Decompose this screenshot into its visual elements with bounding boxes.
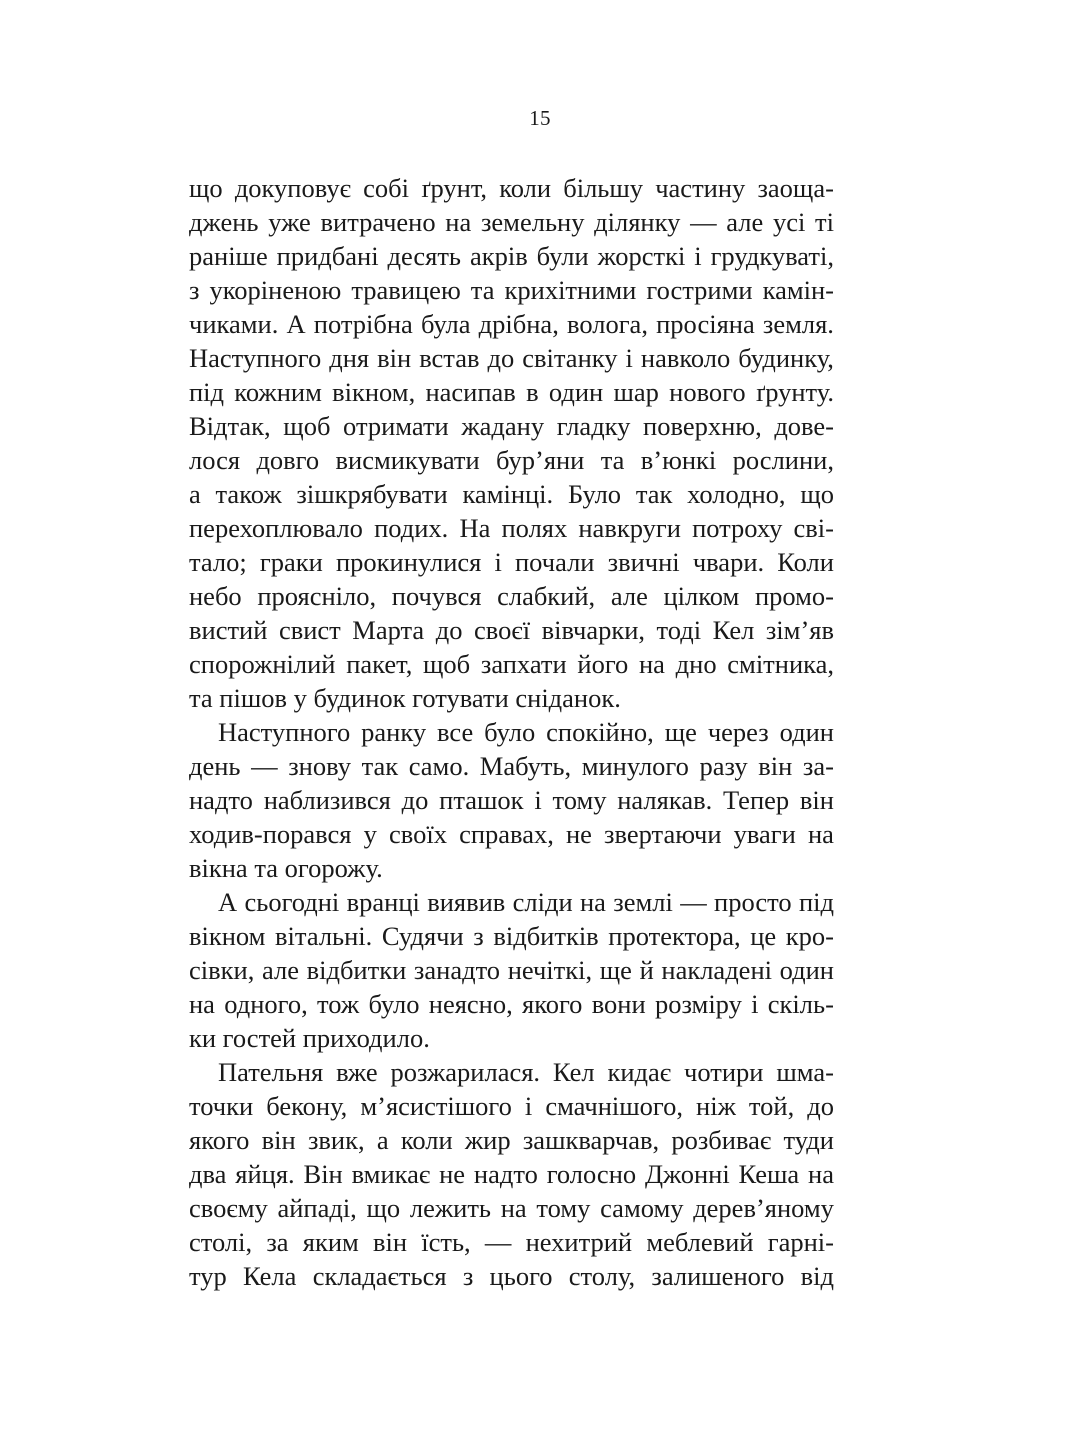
word: укоріненою [209, 275, 342, 305]
word: чотири [684, 1057, 764, 1087]
word: Кеша [738, 1159, 800, 1189]
word: Пательня [218, 1057, 324, 1087]
word: граки [259, 547, 323, 577]
text-line [189, 511, 834, 545]
word: один [548, 377, 604, 407]
word: і [534, 785, 542, 815]
word: собі [363, 173, 410, 203]
word: промо- [754, 581, 834, 611]
word: грудкуваті, [710, 241, 834, 271]
word: під [189, 377, 225, 407]
word: своєї [473, 615, 531, 645]
text-line [189, 409, 834, 443]
word: висмикувати [335, 445, 480, 475]
text-line [189, 1123, 834, 1157]
word: ті [815, 207, 834, 237]
word: минулого [581, 751, 689, 781]
word: а [376, 1125, 389, 1155]
word: все [437, 717, 474, 747]
word: камін- [762, 275, 834, 305]
word: від [800, 1261, 834, 1291]
text-line [189, 1191, 834, 1225]
text-line [189, 1089, 834, 1123]
word: цілком [663, 581, 740, 611]
word: на [189, 989, 215, 1019]
word: його [577, 649, 629, 679]
word: бур’яни [496, 445, 585, 475]
word: ґрунт, [421, 173, 488, 203]
text-line [189, 715, 834, 749]
word: на [445, 207, 472, 237]
word: ніж [696, 1091, 736, 1121]
word: точки [189, 1091, 254, 1121]
word: А [286, 309, 306, 339]
word: на [808, 1159, 834, 1189]
word: — [251, 751, 278, 781]
word: було [368, 989, 420, 1019]
word: гарні- [767, 1227, 834, 1257]
word: почали [515, 547, 595, 577]
word: Відтак, [189, 411, 271, 441]
word: насипав [425, 377, 516, 407]
word: Марта [352, 615, 425, 645]
word: акрів [469, 241, 528, 271]
word: виявив [427, 887, 506, 917]
text-line [189, 477, 834, 511]
word: сліди [512, 887, 573, 917]
word: смітника, [727, 649, 834, 679]
word: він [799, 785, 834, 815]
word: навкруги [578, 513, 681, 543]
word: вівчарки, [541, 615, 646, 645]
word: з [462, 1261, 474, 1291]
word: будинку, [738, 343, 834, 373]
word: почувся [391, 581, 482, 611]
word: ґрунту. [755, 377, 834, 407]
word: смачнішого, [545, 1091, 683, 1121]
text-line [189, 171, 834, 205]
word: Наступного [218, 717, 351, 747]
word: земля. [762, 309, 834, 339]
text-line: вікна та огорожу. [189, 853, 383, 883]
word: Джонні [644, 1159, 730, 1189]
text-line [189, 239, 834, 273]
word: справах, [459, 819, 554, 849]
word: занадто [413, 955, 501, 985]
text-line [189, 613, 834, 647]
word: щоб [423, 649, 471, 679]
word: день [189, 751, 241, 781]
word: докуповує [234, 173, 351, 203]
word: спорожнілий [189, 649, 336, 679]
word: тало; [189, 547, 247, 577]
word: травицею [351, 275, 461, 305]
text-line [189, 953, 834, 987]
word: айпаді, [277, 1193, 357, 1223]
word: зашкварчав, [522, 1125, 660, 1155]
word: в [526, 377, 539, 407]
word: знову [288, 751, 351, 781]
word: потроху [692, 513, 783, 543]
body-text-block [189, 171, 834, 1293]
word: сівки, [189, 955, 255, 985]
word: Кел [712, 615, 755, 645]
word: перехоплювало [189, 513, 363, 543]
word: Коли [777, 547, 834, 577]
word: кидає [607, 1057, 672, 1087]
word: уваги [733, 819, 796, 849]
word: були [536, 241, 589, 271]
word: світанку [522, 343, 618, 373]
word: лося [189, 445, 241, 475]
word: у [363, 819, 377, 849]
word: дрібна, [478, 309, 559, 339]
word: десять [387, 241, 462, 271]
word: і [494, 547, 502, 577]
word: — [680, 887, 707, 917]
word: просто [714, 887, 792, 917]
word: цього [489, 1261, 553, 1291]
word: щоб [283, 411, 331, 441]
word: А [218, 887, 238, 917]
word: рослини, [732, 445, 834, 475]
word: уже [268, 207, 311, 237]
word: само. [408, 751, 470, 781]
word: не [565, 819, 592, 849]
word: прояснiло, [257, 581, 377, 611]
word: під [798, 887, 834, 917]
word: до [435, 615, 463, 645]
word: наблизився [263, 785, 391, 815]
word: тур [189, 1261, 227, 1291]
word: подих. [374, 513, 449, 543]
word: але [610, 581, 648, 611]
word: звичні [607, 547, 680, 577]
word: усі [772, 207, 806, 237]
word: що [800, 479, 834, 509]
word: й [639, 955, 654, 985]
word: голосно [546, 1159, 637, 1189]
word: він [758, 751, 793, 781]
word: просіяна [656, 309, 755, 339]
word: придбані [276, 241, 379, 271]
text-line [189, 1055, 834, 1089]
word: тож [317, 989, 360, 1019]
word: яйця. [235, 1159, 295, 1189]
word: пташок [439, 785, 524, 815]
word: жадану [461, 411, 545, 441]
word: пакет, [346, 649, 413, 679]
word: небо [189, 581, 242, 611]
word: за [266, 1227, 289, 1257]
word: дерев’яному [693, 1193, 834, 1223]
word: вікном [189, 921, 266, 951]
text-line [189, 443, 834, 477]
word: довго [256, 445, 320, 475]
word: — [484, 1227, 512, 1257]
word: раніше [189, 241, 268, 271]
word: джень [189, 207, 259, 237]
word: з [189, 275, 200, 305]
word: відбитків [493, 921, 599, 951]
word: шма- [776, 1057, 834, 1087]
text-line [189, 579, 834, 613]
text-line [189, 1157, 834, 1191]
word: але [261, 955, 299, 985]
word: тому [552, 785, 607, 815]
word: було [484, 717, 536, 747]
word: На [459, 513, 491, 543]
word: один [779, 955, 834, 985]
word: дове- [774, 411, 834, 441]
word: на [807, 819, 834, 849]
word: тому [536, 1193, 591, 1223]
word: та [470, 275, 495, 305]
word: холодно, [687, 479, 786, 509]
text-line [189, 341, 834, 375]
text-line [189, 307, 834, 341]
word: вмикає [351, 1159, 431, 1189]
word: до [487, 343, 515, 373]
word: до [807, 1091, 834, 1121]
word: вже [336, 1057, 378, 1087]
text-line [189, 1225, 834, 1259]
text-line [189, 885, 834, 919]
word: жорсткі [597, 241, 686, 271]
page-number: 15 [529, 106, 551, 130]
text-line [189, 987, 834, 1021]
word: два [189, 1159, 227, 1189]
word: до [401, 785, 429, 815]
word: скіль- [767, 989, 834, 1019]
word: землі [613, 887, 673, 917]
word: вікном, [332, 377, 416, 407]
text-line [189, 817, 834, 851]
word: так [635, 479, 673, 509]
word: коли [400, 1125, 453, 1155]
word: столі, [189, 1227, 253, 1257]
word: вітальні. [275, 921, 373, 951]
word: полях [501, 513, 568, 543]
word: в’юнкі [640, 445, 717, 475]
word: а [189, 479, 201, 509]
word: лежить [409, 1193, 492, 1223]
word: Наступного [189, 343, 322, 373]
word: слабкий, [497, 581, 596, 611]
word: надто [189, 785, 253, 815]
word: що [366, 1193, 401, 1223]
text-line [189, 375, 834, 409]
word: чвари. [692, 547, 765, 577]
word: на [639, 649, 665, 679]
word: одного, [224, 989, 308, 1019]
word: туди [783, 1125, 834, 1155]
word: — [690, 207, 717, 237]
word: була [420, 309, 471, 339]
text-line: та пішов у будинок готувати сніданок. [189, 683, 621, 713]
word: зім’яв [765, 615, 834, 645]
word: витрачено [320, 207, 436, 237]
word: сві- [793, 513, 834, 543]
word: зішкрябувати [296, 479, 448, 509]
text-line [189, 1259, 834, 1293]
text-line [189, 205, 834, 239]
word: ще [664, 717, 697, 747]
word: звик, [307, 1125, 365, 1155]
word: вранці [346, 887, 420, 917]
word: і [751, 989, 759, 1019]
word: Мабуть, [479, 751, 572, 781]
word: розбиває [671, 1125, 772, 1155]
word: це [750, 921, 777, 951]
word: ще [599, 955, 632, 985]
word: відбитки [306, 955, 407, 985]
word: Тепер [723, 785, 790, 815]
word: крихітними [504, 275, 637, 305]
word: дня [329, 343, 370, 373]
word: коли [499, 173, 552, 203]
word: він [377, 343, 412, 373]
word: розжарилася. [390, 1057, 541, 1087]
word: надто [473, 1159, 538, 1189]
word: налякав. [617, 785, 713, 815]
word: Кела [243, 1261, 297, 1291]
word: чиками. [189, 309, 279, 339]
word: якого [522, 989, 583, 1019]
word: заоща- [757, 173, 834, 203]
word: неясно, [428, 989, 513, 1019]
word: Він [303, 1159, 343, 1189]
word: і [694, 241, 702, 271]
word: свист [278, 615, 341, 645]
text-line: ки гостей приходило. [189, 1023, 430, 1053]
word: встав [419, 343, 480, 373]
word: отримати [343, 411, 449, 441]
word: кожним [234, 377, 322, 407]
word: жир [464, 1125, 511, 1155]
word: ходив-порався [189, 819, 352, 849]
word: та [600, 445, 625, 475]
word: камінці. [462, 479, 554, 509]
word: більшу [563, 173, 644, 203]
word: з [473, 921, 484, 951]
word: один [779, 717, 834, 747]
word: столу, [568, 1261, 636, 1291]
word: залишеного [651, 1261, 785, 1291]
word: протектора, [608, 921, 741, 951]
word: меблевий [646, 1227, 754, 1257]
word: їсть, [421, 1227, 471, 1257]
word: частину [655, 173, 746, 203]
word: навколо [640, 343, 731, 373]
word: кро- [785, 921, 834, 951]
word: також [215, 479, 282, 509]
word: земельну [480, 207, 585, 237]
word: прокинулися [335, 547, 482, 577]
text-line [189, 545, 834, 579]
word: накладені [661, 955, 772, 985]
word: Кел [552, 1057, 595, 1087]
text-line [189, 273, 834, 307]
word: він [261, 1125, 296, 1155]
word: Судячи [381, 921, 464, 951]
word: шар [613, 377, 659, 407]
word: гострими [646, 275, 753, 305]
word: він [372, 1227, 408, 1257]
word: волога, [566, 309, 648, 339]
word: нечіткі, [507, 955, 593, 985]
word: поверхню, [643, 411, 762, 441]
word: але [726, 207, 764, 237]
word: разу [699, 751, 748, 781]
word: бекону, [266, 1091, 348, 1121]
word: запхати [480, 649, 567, 679]
word: своєму [189, 1193, 268, 1223]
word: потрібна [313, 309, 413, 339]
word: звертаючи [604, 819, 722, 849]
word: через [707, 717, 769, 747]
text-line [189, 749, 834, 783]
word: спокійно, [546, 717, 654, 747]
word: складається [312, 1261, 447, 1291]
word: Було [567, 479, 622, 509]
word: що [189, 173, 223, 203]
text-line [189, 919, 834, 953]
word: гладку [556, 411, 631, 441]
word: не [439, 1159, 466, 1189]
word: розміру [654, 989, 742, 1019]
word: так [361, 751, 399, 781]
word: своїх [388, 819, 447, 849]
word: і [625, 343, 633, 373]
word: м’ясистішого [360, 1091, 512, 1121]
word: дно [675, 649, 717, 679]
word: сьогодні [244, 887, 340, 917]
word: самому [600, 1193, 684, 1223]
word: за- [802, 751, 834, 781]
word: яким [302, 1227, 359, 1257]
word: ділянку [594, 207, 681, 237]
word: і [524, 1091, 533, 1121]
word: вистий [189, 615, 268, 645]
text-line [189, 647, 834, 681]
word: нового [669, 377, 746, 407]
word: якого [189, 1125, 250, 1155]
word: вони [591, 989, 646, 1019]
word: ранку [361, 717, 427, 747]
word: той, [748, 1091, 795, 1121]
word: нехитрий [525, 1227, 633, 1257]
word: на [500, 1193, 527, 1223]
word: тоді [656, 615, 702, 645]
word: на [579, 887, 606, 917]
text-line [189, 783, 834, 817]
